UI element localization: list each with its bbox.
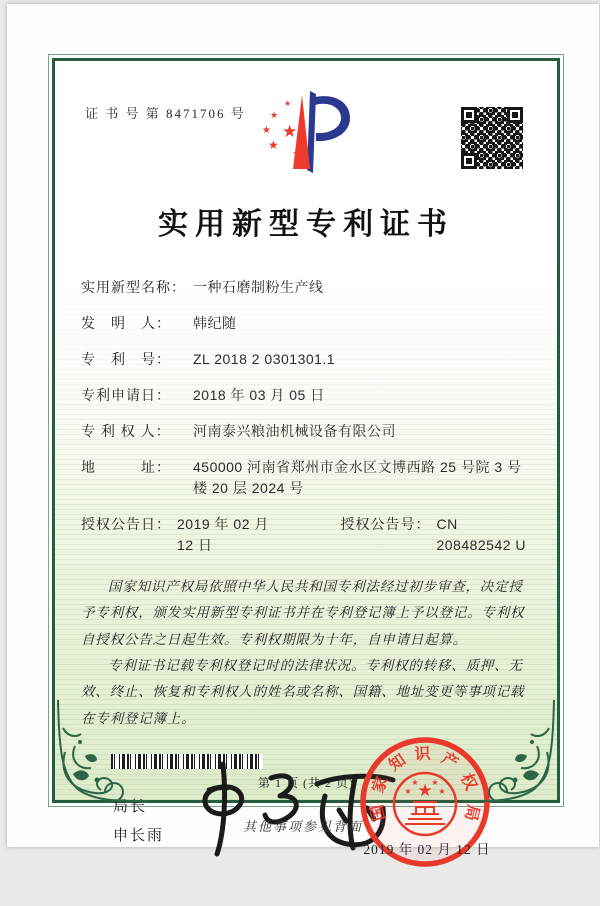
seal-char: 局 [461,802,482,823]
cnipa-logo-icon [258,85,354,177]
certificate-header [81,61,531,181]
seal-date: 2019 年 02 月 12 日 [363,841,491,857]
seal-char: 知 [386,751,410,775]
field-label: 实用新型名称： [81,279,186,295]
field-value: 韩纪随 [193,315,237,331]
field-label: 专 利 号： [81,351,171,367]
field-row-inventor [81,313,531,334]
field-row-patentee [81,421,531,442]
grant-date-pair [81,514,286,556]
field-label: 专利申请日： [81,387,171,403]
corner-flourish-icon [463,698,559,802]
star-icon: ★ [282,122,298,142]
legal-paragraph: 专利证书记载专利权登记时的法律状况。专利权的转移、质押、无效、终止、恢复和专利权人的姓名或名称、国籍、地址变更等事项记载在专利登记簿上。 [81,657,525,726]
corner-flourish-icon [53,698,149,802]
field-value: CN 208482542 U [436,516,527,553]
star-icon: ★ [284,99,292,108]
field-label: 专 利 权 人： [81,423,171,439]
seal-char: 国 [368,802,389,823]
certificate-number: 证 书 号 第 8471706 号 [85,106,246,121]
svg-text:★: ★ [404,786,412,796]
field-row-grant [81,514,531,556]
seal-char: 权 [456,770,480,793]
field-label: 授权公告日： [81,516,171,532]
field-value: 2019 年 02 月 12 日 [177,516,269,553]
field-label: 地 址： [81,459,171,475]
field-value: 河南泰兴粮油机械设备有限公司 [193,423,396,439]
field-label: 发 明 人： [81,315,171,331]
seal-char: 家 [369,774,392,796]
qr-finder-icon [461,107,477,123]
qr-finder-icon [507,107,523,123]
star-icon: ★ [292,147,304,162]
field-value: 2018 年 03 月 05 日 [193,387,325,403]
star-icon: ★ [270,111,279,121]
field-value: ZL 2018 2 0301301.1 [193,351,336,367]
field-row-address [81,457,531,499]
field-list [81,277,531,556]
field-row-patent-no [81,349,531,370]
field-row-name [81,277,531,298]
svg-text:★: ★ [438,786,446,796]
svg-text:★: ★ [417,780,433,801]
qr-finder-icon [461,153,477,169]
qr-code [461,107,523,169]
signer-name: 申长雨 [113,826,165,844]
certificate-page [7,4,599,857]
star-icon: ★ [262,125,271,136]
legal-paragraph: 国家知识产权局依照中华人民共和国专利法经过初步审查，决定授予专利权，颁发实用新型专利证书并在专利登记簿上予以登记。专利权自授权公告之日起生效。专利权期限为十年，自申请日起算。 [81,579,525,647]
back-note: 其他事项参见背面 [242,819,363,834]
svg-text:★: ★ [411,777,419,787]
page-number: 第 1 页 (共 2 页) [258,776,354,790]
star-icon: ★ [268,138,279,152]
field-label: 授权公告号： [340,516,431,532]
field-value: 一种石磨制粉生产线 [193,279,324,295]
seal-char: 产 [438,749,461,773]
signer-title: 局长 [113,797,148,815]
certificate-title: 实用新型专利证书 [158,208,454,241]
field-value: 450000 河南省郑州市金水区文博西路 25 号院 3 号楼 20 层 2024 号 [193,459,522,496]
seal-char: 识 [414,745,431,764]
svg-text:★: ★ [431,777,439,787]
grant-no-pair [340,514,531,556]
field-row-filing-date [81,385,531,406]
